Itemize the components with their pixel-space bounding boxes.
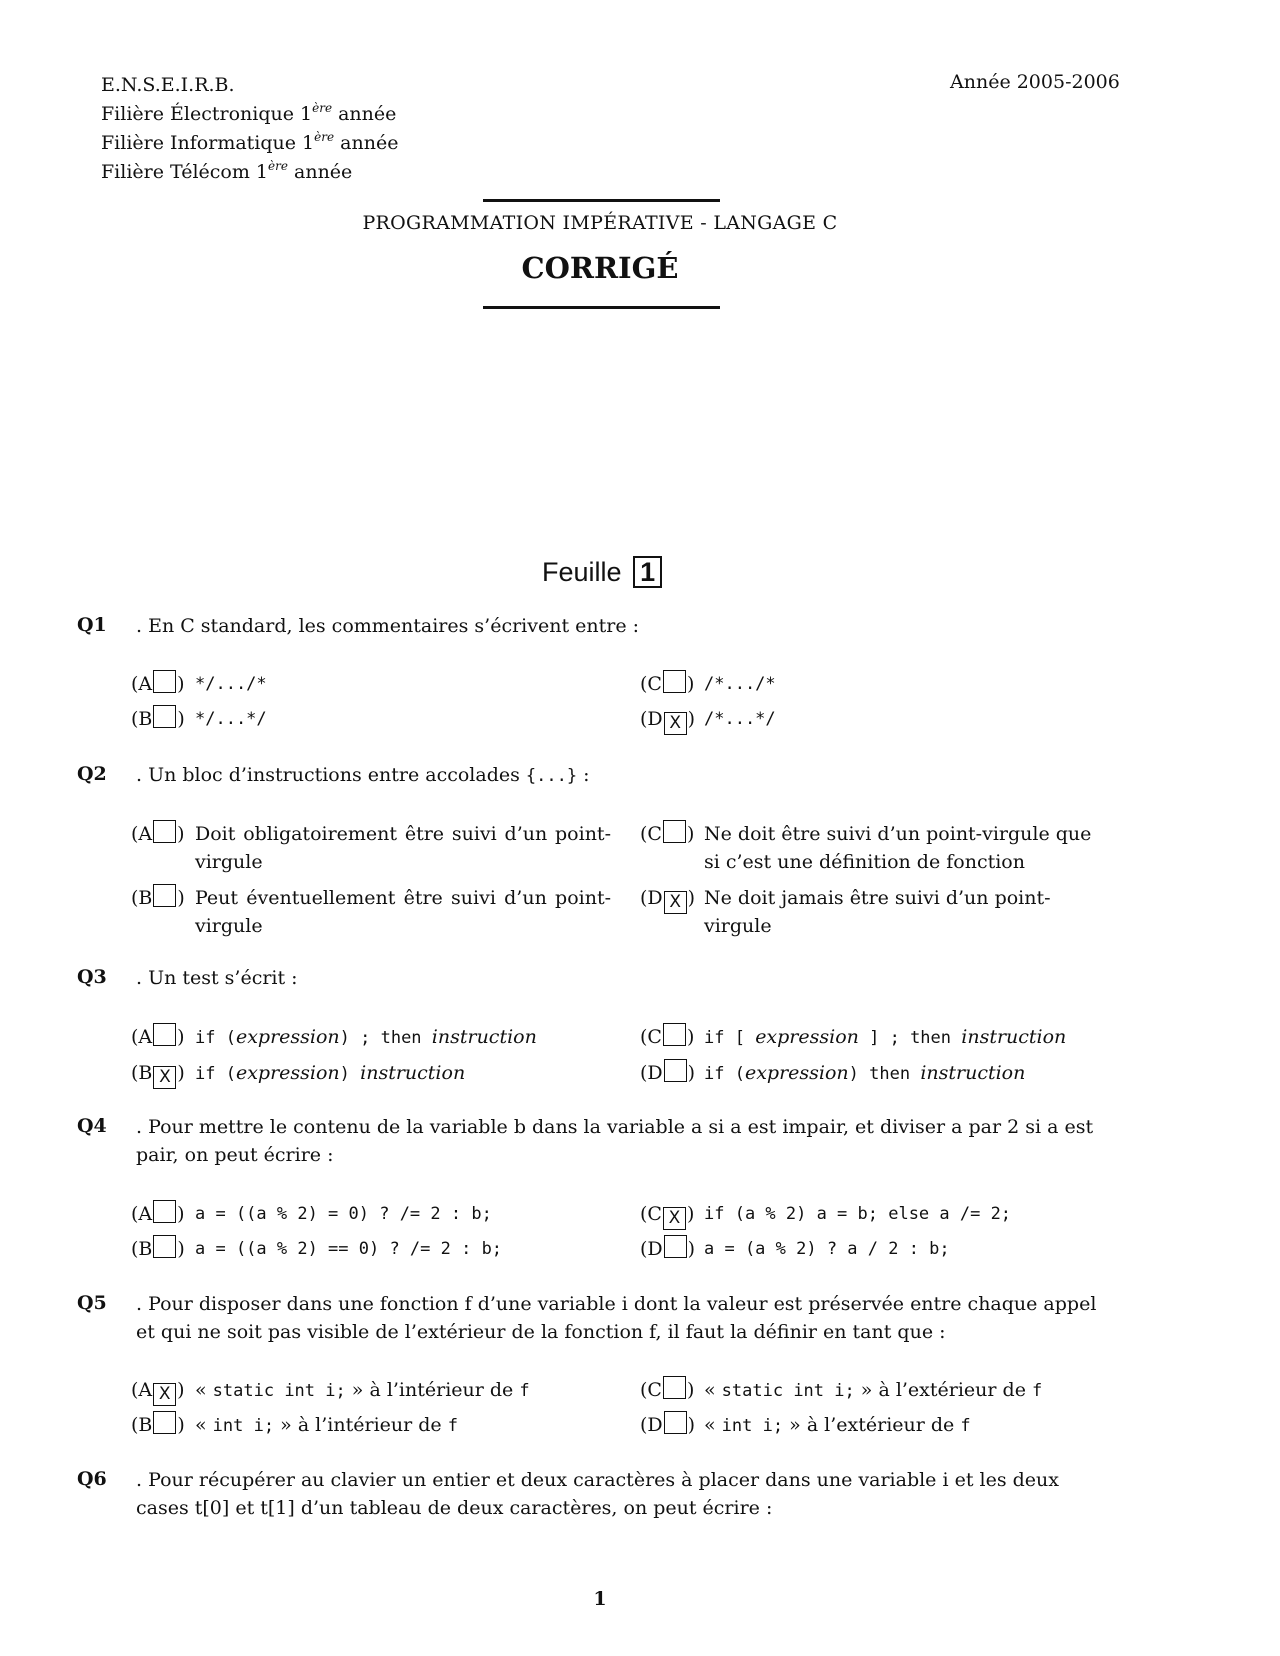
option-a: (A ) Doit obligatoirement être suivi d’un point-virgule	[131, 820, 611, 876]
answer-checkbox[interactable]	[664, 1411, 687, 1434]
answer-checkbox[interactable]	[153, 1023, 176, 1046]
question-number: Q5	[77, 1292, 107, 1314]
option-c: (C ) Ne doit être suivi d’un point-virgule que si c’est une définition de fonction	[640, 820, 1110, 876]
header-left	[101, 71, 398, 187]
question-number: Q6	[77, 1468, 107, 1490]
course-title: PROGRAMMATION IMPÉRATIVE - LANGAGE C	[362, 212, 838, 234]
option-a: (A X ) « static int i; » à l’intérieur de f	[131, 1379, 530, 1404]
academic-year: Année 2005-2006	[950, 71, 1120, 93]
answer-checkbox[interactable]: X	[663, 1207, 686, 1230]
answer-checkbox[interactable]	[153, 670, 176, 693]
option-d: (D ) a = (a % 2) ? a / 2 : b;	[640, 1235, 1110, 1263]
answer-checkbox[interactable]	[663, 1376, 686, 1399]
school-name: E.N.S.E.I.R.B.	[101, 74, 235, 96]
answer-checkbox[interactable]: X	[664, 891, 687, 914]
question-text: . Pour mettre le contenu de la variable b dans la variable a si a est impair, et diviser a par 2 si a est pair, on peut écrire :	[136, 1116, 1094, 1166]
option-a: (A ) a = ((a % 2) = 0) ? /= 2 : b;	[131, 1200, 611, 1228]
sheet-label: Feuille 1	[542, 556, 662, 588]
option-d: (D X ) /*...*/	[640, 708, 776, 733]
title-rule-bottom	[483, 306, 720, 309]
answer-checkbox[interactable]	[153, 705, 176, 728]
option-c: (C ) /*.../*	[640, 670, 1110, 698]
option-b: (B ) */...*/	[131, 705, 611, 733]
sheet-number-box: 1	[633, 556, 662, 588]
answer-checkbox[interactable]	[663, 1023, 686, 1046]
option-c: (C ) if [ expression ] ; then instruction	[640, 1023, 1110, 1052]
question-text: . Un test s’écrit :	[136, 967, 298, 989]
question-number: Q1	[77, 614, 107, 636]
question-text: . Un bloc d’instructions entre accolades {...} :	[136, 764, 590, 786]
answer-checkbox[interactable]: X	[664, 712, 687, 735]
option-d: (D ) « int i; » à l’extérieur de f	[640, 1411, 1110, 1440]
page-title: CORRIGÉ	[521, 251, 679, 285]
option-a: (A ) */.../*	[131, 670, 611, 698]
option-b: (B ) « int i; » à l’intérieur de f	[131, 1411, 611, 1440]
option-a: (A ) if (expression) ; then instruction	[131, 1023, 611, 1052]
answer-checkbox[interactable]	[153, 820, 176, 843]
filiere-line: Filière Informatique 1ère année	[101, 130, 399, 154]
answer-checkbox[interactable]	[153, 1200, 176, 1223]
option-c: (C ) « static int i; » à l’extérieur de f	[640, 1376, 1110, 1405]
filiere-line: Filière Télécom 1ère année	[101, 159, 353, 183]
answer-checkbox[interactable]	[664, 1235, 687, 1258]
filiere-line: Filière Électronique 1ère année	[101, 101, 397, 125]
page-number: 1	[593, 1588, 607, 1610]
option-d: (D ) if (expression) then instruction	[640, 1059, 1110, 1088]
option-d: (D X ) Ne doit jamais être suivi d’un point-virgule	[640, 887, 1051, 937]
option-c: (C X ) if (a % 2) a = b; else a /= 2;	[640, 1203, 1012, 1228]
answer-checkbox[interactable]: X	[153, 1066, 176, 1089]
question-number: Q4	[77, 1115, 107, 1137]
question-number: Q2	[77, 763, 107, 785]
answer-checkbox[interactable]	[663, 820, 686, 843]
question-text: . En C standard, les commentaires s’écrivent entre :	[136, 615, 640, 637]
question-text: . Pour récupérer au clavier un entier et deux caractères à placer dans une variable i et les deux cases t[0] et t[1] d’un tableau de deux caractères, on peut écrire :	[136, 1469, 1059, 1519]
answer-checkbox[interactable]: X	[153, 1383, 176, 1406]
question-number: Q3	[77, 966, 107, 988]
question-text: . Pour disposer dans une fonction f d’une variable i dont la valeur est préservée entre chaque appel et qui ne soit pas visible de l’extérieur de la fonction f, il faut la définir en tant que :	[136, 1293, 1097, 1343]
option-b: (B X ) if (expression) instruction	[131, 1062, 466, 1087]
option-b: (B ) a = ((a % 2) == 0) ? /= 2 : b;	[131, 1235, 611, 1263]
answer-checkbox[interactable]	[153, 884, 176, 907]
answer-checkbox[interactable]	[153, 1235, 176, 1258]
title-rule-top	[483, 199, 720, 202]
answer-checkbox[interactable]	[663, 670, 686, 693]
answer-checkbox[interactable]	[153, 1411, 176, 1434]
answer-checkbox[interactable]	[664, 1059, 687, 1082]
option-b: (B ) Peut éventuellement être suivi d’un point-virgule	[131, 884, 611, 940]
